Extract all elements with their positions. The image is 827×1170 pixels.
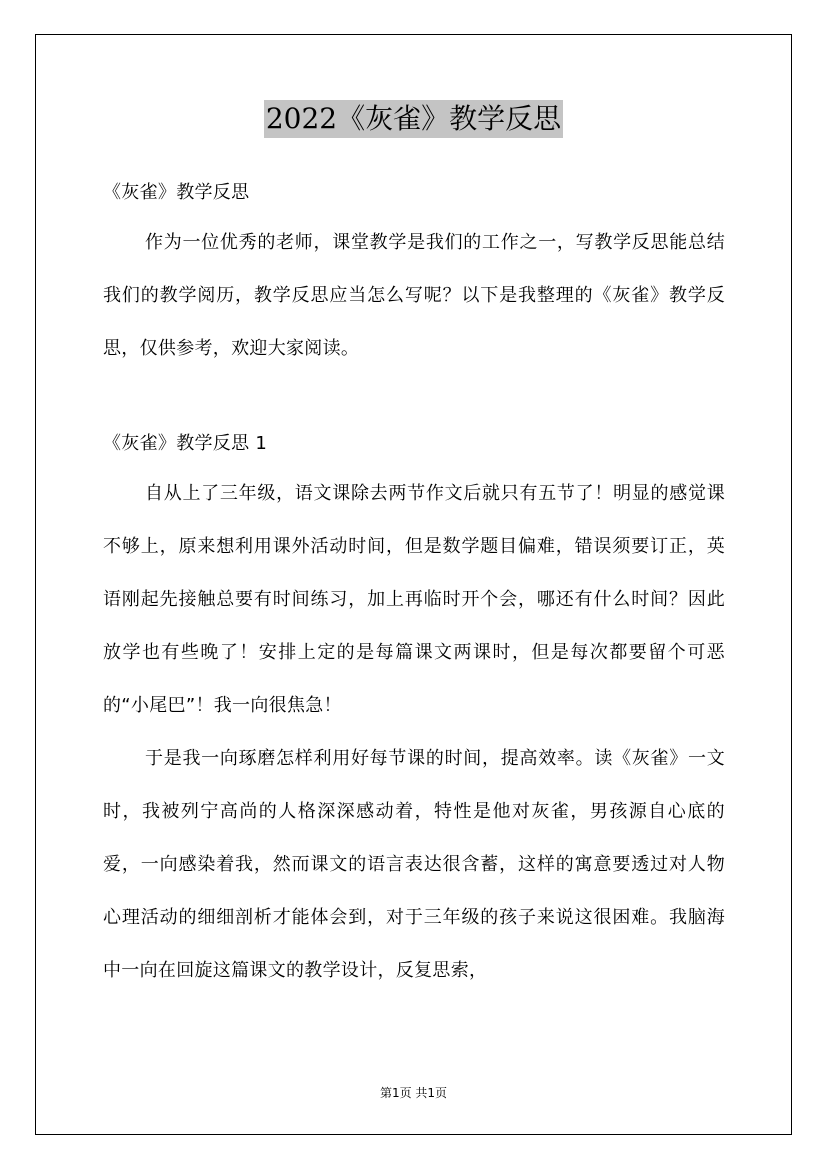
body-paragraph-2: 于是我一向琢磨怎样利用好每节课的时间，提高效率。读《灰雀》一文时，我被列宁高尚的人格深深感动着，特性是他对灰雀，男孩源自心底的爱，一向感染着我，然而课文的语言表达很含蓄，这样的寓意要透过对人物心理活动的细细剖析才能体会到，对于三年级的孩子来说这很困难。我脑海中一向在回旋这篇课文的教学设计，反复思索，: [103, 748, 725, 981]
section-heading-reflection-1: 《灰雀》教学反思 1: [103, 433, 268, 454]
document-title-wrapper: [0, 100, 827, 138]
intro-paragraph: 作为一位优秀的老师，课堂教学是我们的工作之一，写教学反思能总结我们的教学阅历，教学反思应当怎么写呢？以下是我整理的《灰雀》教学反思，仅供参考，欢迎大家阅读。: [103, 232, 725, 359]
page-number: 第1页 共1页: [379, 1086, 448, 1100]
paragraph-spacer: [103, 375, 725, 421]
document-title: 2022《灰雀》教学反思: [264, 100, 563, 138]
document-body: [103, 170, 725, 997]
page-footer: [0, 1084, 827, 1101]
body-paragraph-1: 自从上了三年级，语文课除去两节作文后就只有五节了！明显的感觉课不够上，原来想利用课外活动时间，但是数学题目偏难，错误须要订正，英语刚起先接触总要有时间练习，加上再临时开个会，哪还有什么时间？因此放学也有些晚了！安排上定的是每篇课文两课时，但是每次都要留个可恶的“小尾巴”！我一向很焦急！: [103, 483, 725, 716]
section-heading-intro: 《灰雀》教学反思: [103, 182, 250, 203]
